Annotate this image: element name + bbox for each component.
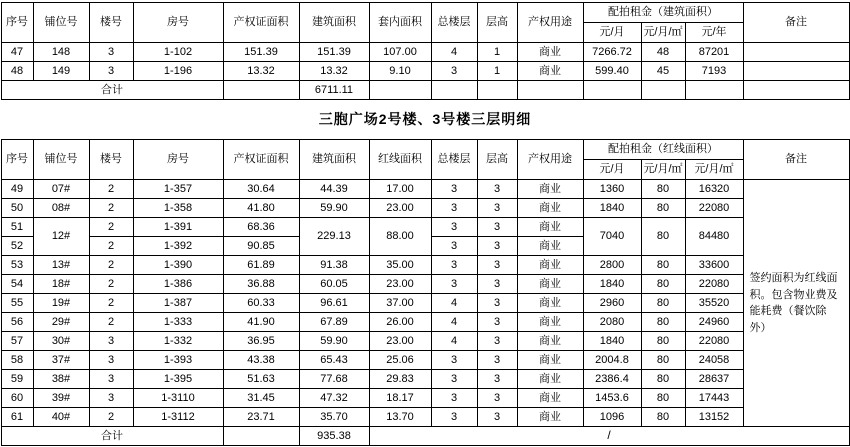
cell-rent-month: 1360 — [583, 180, 641, 199]
header-usage: 产权用途 — [517, 140, 583, 180]
cell-built-area: 47.32 — [299, 389, 369, 408]
cell-shop-no: 18# — [33, 275, 89, 294]
cell-rent-month-sqm: 80 — [641, 218, 685, 256]
cell-total-label: 合计 — [1, 81, 223, 100]
section-spacer — [1, 100, 849, 109]
cell-built-area: 67.89 — [299, 313, 369, 332]
header-floor-height: 层高 — [477, 140, 517, 180]
cell-red-area: 26.00 — [369, 313, 431, 332]
header-building: 楼号 — [89, 140, 133, 180]
cell-seq: 60 — [1, 389, 33, 408]
cell-usage: 商业 — [517, 370, 583, 389]
cell-room: 1-3112 — [133, 408, 223, 427]
cell-room: 1-391 — [133, 218, 223, 237]
cell-built-area: 60.05 — [299, 275, 369, 294]
cell-total-floors: 3 — [431, 218, 477, 237]
cell-built-area: 35.70 — [299, 408, 369, 427]
cell-floor-height: 3 — [477, 294, 517, 313]
cell-total-usage — [517, 81, 583, 100]
cell-usage: 商业 — [517, 332, 583, 351]
cell-rent-month: 1840 — [583, 199, 641, 218]
cell-inner-area: 9.10 — [369, 62, 431, 81]
cell-usage: 商业 — [517, 294, 583, 313]
cell-room: 1-386 — [133, 275, 223, 294]
cell-total-inner-area — [369, 81, 431, 100]
header-room: 房号 — [133, 3, 223, 43]
cell-seq: 56 — [1, 313, 33, 332]
cell-total-floors: 3 — [431, 389, 477, 408]
cell-rent-month-sqm: 80 — [641, 294, 685, 313]
cell-floor-height: 3 — [477, 180, 517, 199]
cell-rent-year: 24960 — [685, 313, 743, 332]
cell-room: 1-357 — [133, 180, 223, 199]
table-row — [1, 180, 849, 199]
cell-rent-year: 35520 — [685, 294, 743, 313]
cell-seq: 50 — [1, 199, 33, 218]
header-red-area: 红线面积 — [369, 140, 431, 180]
cell-rent-month-sqm: 80 — [641, 370, 685, 389]
cell-building: 2 — [89, 180, 133, 199]
cell-rent-year: 84480 — [685, 218, 743, 256]
cell-room: 1-390 — [133, 256, 223, 275]
cell-shop-no: 149 — [33, 62, 89, 81]
cell-building: 3 — [89, 351, 133, 370]
table-total-row — [1, 427, 849, 446]
cell-built-area: 44.39 — [299, 180, 369, 199]
cell-usage: 商业 — [517, 313, 583, 332]
cell-floor-height: 3 — [477, 199, 517, 218]
cell-remark — [743, 43, 849, 62]
cell-cert-area: 60.33 — [223, 294, 299, 313]
cell-red-area: 29.83 — [369, 370, 431, 389]
cell-rent-month: 2080 — [583, 313, 641, 332]
cell-floor-height: 3 — [477, 218, 517, 237]
cell-total-floors: 3 — [431, 256, 477, 275]
cell-shop-no: 148 — [33, 43, 89, 62]
cell-rent-month: 2800 — [583, 256, 641, 275]
table-row — [1, 313, 849, 332]
cell-room: 1-395 — [133, 370, 223, 389]
header-inner-area: 套内面积 — [369, 3, 431, 43]
header-cert-area: 产权证面积 — [223, 140, 299, 180]
cell-total-label: 合计 — [1, 427, 223, 446]
cell-built-area: 91.38 — [299, 256, 369, 275]
cell-total-floor-height — [477, 81, 517, 100]
cell-cert-area: 51.63 — [223, 370, 299, 389]
cell-rent-month-sqm: 80 — [641, 389, 685, 408]
cell-total-built-area: 935.38 — [299, 427, 369, 446]
header-rent-month: 元/月 — [583, 160, 641, 180]
cell-total-rent-month — [583, 81, 641, 100]
header-shop-no: 铺位号 — [33, 140, 89, 180]
header-room: 房号 — [133, 140, 223, 180]
header-rent-group: 配拍租金（红线面积） — [583, 140, 743, 160]
header-rent-month: 元/月 — [583, 23, 641, 43]
header-building: 楼号 — [89, 3, 133, 43]
cell-total-floors: 3 — [431, 275, 477, 294]
cell-floor-height: 3 — [477, 313, 517, 332]
cell-building: 2 — [89, 408, 133, 427]
cell-building: 3 — [89, 43, 133, 62]
table-row — [1, 389, 849, 408]
cell-usage: 商业 — [517, 408, 583, 427]
cell-usage: 商业 — [517, 389, 583, 408]
table-row — [1, 332, 849, 351]
header-seq: 序号 — [1, 3, 33, 43]
cell-red-area: 88.00 — [369, 218, 431, 256]
cell-total-cert-area — [223, 427, 299, 446]
cell-building: 3 — [89, 389, 133, 408]
cell-cert-area: 90.85 — [223, 237, 299, 256]
header-seq: 序号 — [1, 140, 33, 180]
header-remark: 备注 — [743, 140, 849, 180]
cell-total-floors: 3 — [431, 408, 477, 427]
table-row — [1, 275, 849, 294]
header-floor-height: 层高 — [477, 3, 517, 43]
cell-rent-year: 22080 — [685, 275, 743, 294]
cell-seq: 47 — [1, 43, 33, 62]
cell-built-area: 59.90 — [299, 332, 369, 351]
cell-total-floors: 3 — [431, 180, 477, 199]
cell-shop-no: 19# — [33, 294, 89, 313]
cell-built-area: 59.90 — [299, 199, 369, 218]
table-header-row — [1, 3, 849, 23]
cell-total-rent-month-sqm — [641, 81, 685, 100]
cell-built-area: 151.39 — [299, 43, 369, 62]
cell-seq: 53 — [1, 256, 33, 275]
cell-cert-area: 151.39 — [223, 43, 299, 62]
cell-shop-no: 37# — [33, 351, 89, 370]
cell-rent-month-sqm: 48 — [641, 43, 685, 62]
cell-red-area: 13.70 — [369, 408, 431, 427]
header-cert-area: 产权证面积 — [223, 3, 299, 43]
cell-total-rent-year — [685, 81, 743, 100]
cell-red-area: 18.17 — [369, 389, 431, 408]
cell-rent-year: 7193 — [685, 62, 743, 81]
cell-rent-month: 1453.6 — [583, 389, 641, 408]
cell-total-floors: 3 — [431, 237, 477, 256]
cell-floor-height: 3 — [477, 275, 517, 294]
cell-red-area: 23.00 — [369, 332, 431, 351]
cell-room: 1-393 — [133, 351, 223, 370]
table-total-row — [1, 81, 849, 100]
header-rent-year: 元/年 — [685, 23, 743, 43]
cell-usage: 商业 — [517, 256, 583, 275]
cell-room: 1-3110 — [133, 389, 223, 408]
cell-rent-month: 1840 — [583, 332, 641, 351]
cell-rent-month: 1096 — [583, 408, 641, 427]
cell-room: 1-332 — [133, 332, 223, 351]
cell-cert-area: 61.89 — [223, 256, 299, 275]
header-built-area: 建筑面积 — [299, 3, 369, 43]
cell-cert-area: 43.38 — [223, 351, 299, 370]
header-rent-group: 配拍租金（建筑面积） — [583, 3, 743, 23]
table-row — [1, 408, 849, 427]
cell-total-floors — [431, 81, 477, 100]
cell-building: 2 — [89, 313, 133, 332]
table-row — [1, 43, 849, 62]
cell-floor-height: 3 — [477, 408, 517, 427]
cell-red-area: 17.00 — [369, 180, 431, 199]
cell-room: 1-358 — [133, 199, 223, 218]
header-shop-no: 铺位号 — [33, 3, 89, 43]
cell-red-area: 25.06 — [369, 351, 431, 370]
cell-shop-no: 39# — [33, 389, 89, 408]
cell-total-floors: 4 — [431, 294, 477, 313]
cell-cert-area: 36.88 — [223, 275, 299, 294]
cell-seq: 58 — [1, 351, 33, 370]
cell-rent-month: 7040 — [583, 218, 641, 256]
cell-building: 2 — [89, 294, 133, 313]
cell-built-area: 96.61 — [299, 294, 369, 313]
cell-rent-year: 33600 — [685, 256, 743, 275]
cell-rent-month-sqm: 80 — [641, 180, 685, 199]
cell-rent-month: 599.40 — [583, 62, 641, 81]
cell-rent-month-sqm: 80 — [641, 256, 685, 275]
cell-floor-height: 3 — [477, 370, 517, 389]
cell-rent-month: 2386.4 — [583, 370, 641, 389]
cell-rent-month-sqm: 45 — [641, 62, 685, 81]
cell-building: 2 — [89, 237, 133, 256]
cell-building: 3 — [89, 62, 133, 81]
cell-rent-year: 24058 — [685, 351, 743, 370]
cell-total-cert-area — [223, 81, 299, 100]
cell-building: 2 — [89, 275, 133, 294]
cell-built-area: 77.68 — [299, 370, 369, 389]
cell-usage: 商业 — [517, 199, 583, 218]
floor-detail-table-bottom — [1, 139, 850, 446]
cell-inner-area: 107.00 — [369, 43, 431, 62]
cell-shop-no: 12# — [33, 218, 89, 256]
cell-room: 1-102 — [133, 43, 223, 62]
table-row — [1, 218, 849, 237]
cell-cert-area: 36.95 — [223, 332, 299, 351]
cell-building: 3 — [89, 370, 133, 389]
cell-cert-area: 41.90 — [223, 313, 299, 332]
cell-rent-year: 87201 — [685, 43, 743, 62]
cell-floor-height: 1 — [477, 62, 517, 81]
cell-usage: 商业 — [517, 237, 583, 256]
cell-total-remark — [743, 81, 849, 100]
cell-shop-no: 07# — [33, 180, 89, 199]
cell-seq: 49 — [1, 180, 33, 199]
cell-rent-year: 17443 — [685, 389, 743, 408]
cell-red-area: 23.00 — [369, 275, 431, 294]
cell-shop-no: 38# — [33, 370, 89, 389]
cell-rent-month-sqm: 80 — [641, 351, 685, 370]
header-total-floors: 总楼层 — [431, 140, 477, 180]
cell-total-floors: 4 — [431, 313, 477, 332]
cell-seq: 61 — [1, 408, 33, 427]
cell-rent-month-sqm: 80 — [641, 408, 685, 427]
cell-room: 1-196 — [133, 62, 223, 81]
cell-usage: 商业 — [517, 351, 583, 370]
cell-building: 2 — [89, 218, 133, 237]
cell-seq: 52 — [1, 237, 33, 256]
header-usage: 产权用途 — [517, 3, 583, 43]
cell-floor-height: 3 — [477, 256, 517, 275]
cell-built-area: 229.13 — [299, 218, 369, 256]
cell-remark — [743, 62, 849, 81]
floor-detail-table-top — [1, 2, 850, 100]
table-row — [1, 294, 849, 313]
cell-shop-no: 40# — [33, 408, 89, 427]
cell-red-area: 37.00 — [369, 294, 431, 313]
cell-rent-year: 16320 — [685, 180, 743, 199]
cell-usage: 商业 — [517, 218, 583, 237]
cell-seq: 55 — [1, 294, 33, 313]
cell-seq: 51 — [1, 218, 33, 237]
cell-cert-area: 68.36 — [223, 218, 299, 237]
cell-seq: 48 — [1, 62, 33, 81]
cell-total-built-area: 6711.11 — [299, 81, 369, 100]
cell-floor-height: 1 — [477, 43, 517, 62]
cell-rent-month-sqm: 80 — [641, 199, 685, 218]
spreadsheet-sheet — [0, 2, 850, 446]
header-total-floors: 总楼层 — [431, 3, 477, 43]
cell-built-area: 13.32 — [299, 62, 369, 81]
table-row — [1, 62, 849, 81]
cell-rent-month: 2004.8 — [583, 351, 641, 370]
cell-seq: 59 — [1, 370, 33, 389]
cell-usage: 商业 — [517, 62, 583, 81]
cell-rent-month: 7266.72 — [583, 43, 641, 62]
cell-total-slash: / — [369, 427, 849, 446]
cell-usage: 商业 — [517, 180, 583, 199]
header-rent-year-sqm: 元/月/㎡ — [685, 160, 743, 180]
cell-usage: 商业 — [517, 43, 583, 62]
table-row — [1, 351, 849, 370]
cell-seq: 57 — [1, 332, 33, 351]
cell-total-floors: 3 — [431, 370, 477, 389]
cell-room: 1-392 — [133, 237, 223, 256]
cell-total-floors: 3 — [431, 351, 477, 370]
cell-cert-area: 41.80 — [223, 199, 299, 218]
cell-shop-no: 13# — [33, 256, 89, 275]
cell-red-area: 23.00 — [369, 199, 431, 218]
cell-rent-month-sqm: 80 — [641, 332, 685, 351]
cell-building: 3 — [89, 332, 133, 351]
cell-shop-no: 29# — [33, 313, 89, 332]
cell-floor-height: 3 — [477, 351, 517, 370]
cell-floor-height: 3 — [477, 332, 517, 351]
cell-built-area: 65.43 — [299, 351, 369, 370]
cell-rent-year: 22080 — [685, 199, 743, 218]
cell-floor-height: 3 — [477, 389, 517, 408]
table-header-row — [1, 140, 849, 160]
cell-room: 1-387 — [133, 294, 223, 313]
table-row — [1, 370, 849, 389]
table-row — [1, 256, 849, 275]
cell-floor-height: 3 — [477, 237, 517, 256]
cell-seq: 54 — [1, 275, 33, 294]
cell-cert-area: 13.32 — [223, 62, 299, 81]
cell-rent-month-sqm: 80 — [641, 275, 685, 294]
cell-total-floors: 4 — [431, 43, 477, 62]
header-built-area: 建筑面积 — [299, 140, 369, 180]
header-rent-month-sqm: 元/月/㎡ — [641, 160, 685, 180]
cell-total-floors: 3 — [431, 199, 477, 218]
cell-rent-year: 22080 — [685, 332, 743, 351]
cell-rent-month-sqm: 80 — [641, 313, 685, 332]
cell-room: 1-333 — [133, 313, 223, 332]
cell-total-floors: 4 — [431, 332, 477, 351]
cell-building: 2 — [89, 199, 133, 218]
header-remark: 备注 — [743, 3, 849, 43]
cell-cert-area: 23.71 — [223, 408, 299, 427]
cell-usage: 商业 — [517, 275, 583, 294]
cell-rent-year: 28637 — [685, 370, 743, 389]
cell-rent-month: 2960 — [583, 294, 641, 313]
cell-cert-area: 31.45 — [223, 389, 299, 408]
cell-rent-year: 13152 — [685, 408, 743, 427]
cell-building: 2 — [89, 256, 133, 275]
cell-cert-area: 30.64 — [223, 180, 299, 199]
cell-rent-month: 1840 — [583, 275, 641, 294]
cell-shop-no: 08# — [33, 199, 89, 218]
header-rent-month-sqm: 元/月/㎡ — [641, 23, 685, 43]
page-title: 三胞广场2号楼、3号楼三层明细 — [318, 111, 532, 127]
cell-shop-no: 30# — [33, 332, 89, 351]
table-row — [1, 199, 849, 218]
cell-red-area: 35.00 — [369, 256, 431, 275]
cell-merged-remark: 签约面积为红线面积。包含物业费及能耗费（餐饮除外） — [743, 180, 849, 427]
cell-total-floors: 3 — [431, 62, 477, 81]
